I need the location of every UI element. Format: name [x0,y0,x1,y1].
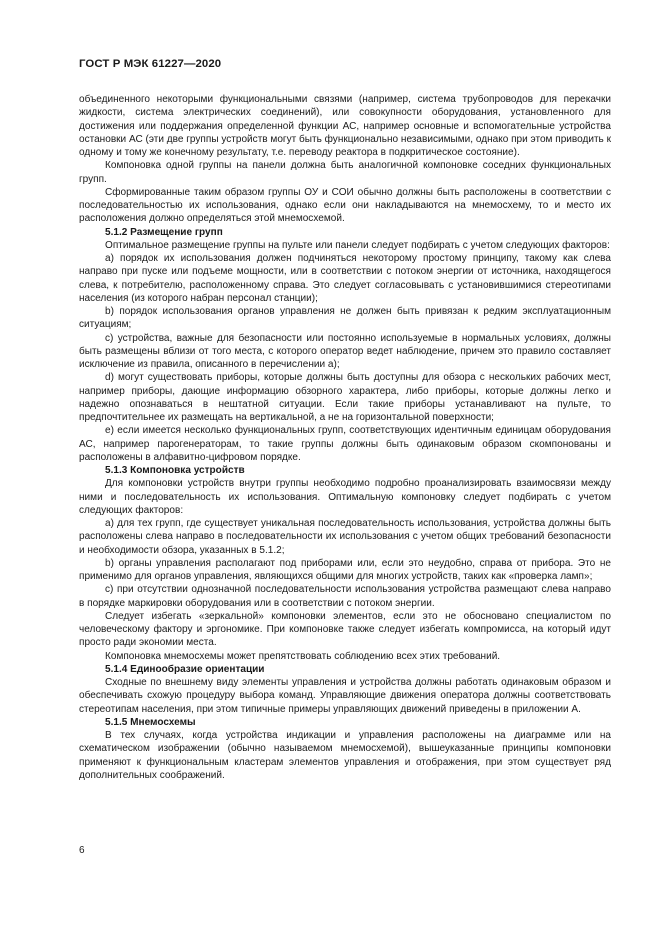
list-item-b: b) органы управления располагают под приборами или, если это неудобно, справа от прибора. Это не применимо для органов управления, являющихся общими для многих устройств, таких как «проверка ламп»; [79,557,611,582]
list-item-a: a) для тех групп, где существует уникальная последовательность использования, устройства должны быть расположены слева направо в последовательности их использования с учетом общих требований безопасности и необходимости обзора, указанных в 5.1.2; [79,518,611,556]
section-heading-5-1-4: 5.1.4 Единообразие ориентации [105,663,265,675]
paragraph-group-layout: Компоновка одной группы на панели должна быть аналогичной компоновке соседних функциональных групп. [79,160,611,185]
section-heading-5-1-5: 5.1.5 Мнемосхемы [105,716,196,728]
list-item-c: c) устройства, важные для безопасности или постоянно используемые в нормальных условиях, должны быть размещены вблизи от того места, с которого оператор ведет наблюдение, причем это правило составляет исключение из правила, описанного в перечислении а); [79,332,611,370]
section-heading-5-1-3: 5.1.3 Компоновка устройств [105,465,245,476]
list-item-d: d) могут существовать приборы, которые должны быть доступны для обзора с нескольких рабочих мест, например приборы, дающие информацию обзорного характера, либо приборы, которые должны легко и надежно опознаваться в нештатной ситуации. Если такие приборы устанавливают на пульте, то предпочтительнее их размещать на вертикальной, а не на горизонтальной поверхности; [79,372,611,423]
list-item-a: a) порядок их использования должен подчиняться некоторому простому принципу, такому как слева направо при пуске или подъеме мощности, или в соответствии с потоком энергии от источника, находящегося слева, к потребителю, расположенному справа. Это следует согласовывать с установившимися стереотипами населения (из которого набран персонал станции); [79,253,611,304]
document-body [79,93,611,782]
paragraph-mimic-diagrams: В тех случаях, когда устройства индикации и управления расположены на диаграмме или на схематическом изображении (обычно называемом мнемосхемой), вышеуказанные принципы компоновки применяют к функциональным кластерам элементов управления и отображения, при этом существует ряд дополнительных соображений. [79,730,611,781]
section-heading-5-1-2: 5.1.2 Размещение групп [105,226,223,238]
list-item-e: e) если имеется несколько функциональных групп, соответствующих идентичным единицам оборудования АС, например парогенераторам, то такие группы должны быть одинаковым образом скомпонованы и расположены в алфавитно-цифровом порядке. [79,425,611,463]
paragraph-placement-intro: Оптимальное размещение группы на пульте или панели следует подбирать с учетом следующих факторов: [105,239,610,251]
paragraph-mimic-constraint: Компоновка мнемосхемы может препятствовать соблюдению всех этих требований. [105,650,501,662]
paragraph-mirror-layout: Следует избегать «зеркальной» компоновки элементов, если это не обосновано специалистом по человеческому фактору и эргономике. При компоновке также следует избегать компромисса, на который идут просто ради экономии места. [79,610,611,649]
page-number: 6 [79,845,85,856]
list-item-b: b) порядок использования органов управления не должен быть привязан к редким эксплуатационным ситуациям; [79,306,611,331]
document-header: ГОСТ Р МЭК 61227—2020 [79,58,222,70]
paragraph-device-layout-intro: Для компоновки устройств внутри группы необходимо подробно проанализировать взаимосвязи между ними и последовательность их использования. Оптимальную компоновку следует подбирать с учетом следующих факторов: [79,478,611,516]
paragraph-group-sequence: Сформированные таким образом группы ОУ и СОИ обычно должны быть расположены в соответствии с последовательностью их использования, однако если они накладываются на мнемосхему, то и место их расположения должно определяться этой мнемосхемой. [79,186,611,225]
paragraph-orientation: Сходные по внешнему виду элементы управления и устройства должны работать одинаковым образом и обеспечивать схожую процедуру выбора команд. Управляющие движения оператора должны соответствовать стереотипам населения, при этом типичные примеры управляющих движений приведены в приложении А. [79,677,611,715]
list-item-c: c) при отсутствии однозначной последовательности использования устройства размещают слева направо в порядке маркировки оборудования или в соответствии с потоком энергии. [79,584,611,609]
paragraph-continuation: объединенного некоторыми функциональными связями (например, система трубопроводов для перекачки жидкости, система электрических соединений), или совокупности оборудования, установленного для достижения или поддержания определенной функции АС, например основные и вспомогательные устройства остановки АС (эти две группы устройств могут быть функционально независимыми, однако при этом приводить к одному и тому же конечному результату, т.е. переводу реактора в подкритическое состояние). [79,94,611,158]
